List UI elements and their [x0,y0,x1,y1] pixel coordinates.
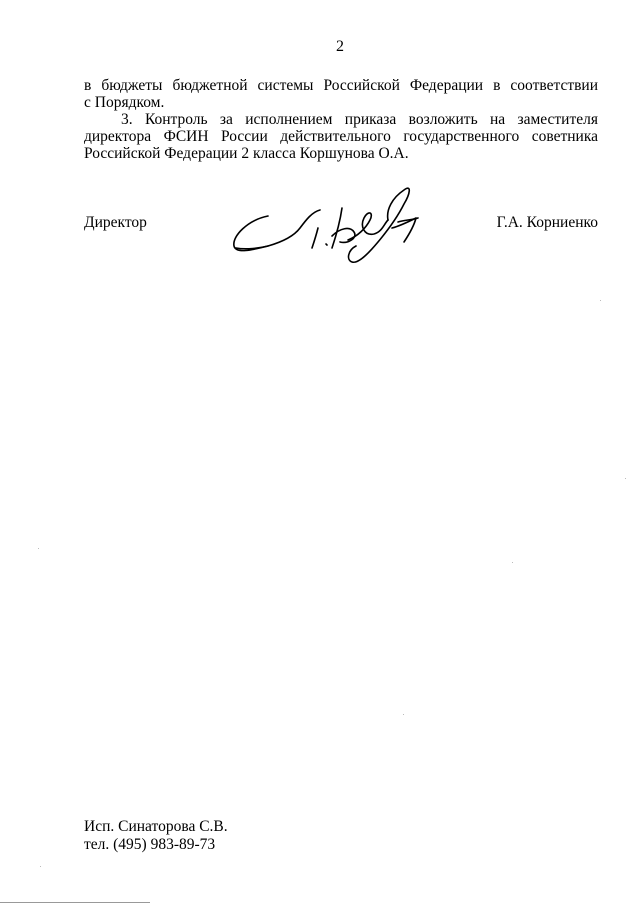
footer-rule [0,902,150,903]
paragraph-line: директора ФСИН России действительного государственного советника [84,128,598,145]
executor-phone: тел. (495) 983-89-73 [84,836,216,853]
paragraph-line: в бюджеты бюджетной системы Российской Федерации в соответствии [84,77,598,94]
scan-speck [600,300,601,301]
executor-info [84,818,228,854]
paragraph-budget [84,77,598,111]
signatory-name: Г.А. Корниенко [496,214,598,231]
scan-speck [403,714,404,715]
paragraph-line: 3. Контроль за исполнением приказа возложить на заместителя [121,111,598,128]
paragraph-line: Российской Федерации 2 класса Коршунова О.А. [84,145,409,162]
signature-block [84,206,598,276]
executor-name: Исп. Синаторова С.В. [84,818,228,835]
paragraph-line: с Порядком. [84,94,165,111]
handwritten-signature-icon [228,170,428,266]
scan-speck [625,478,626,479]
paragraph-control [84,111,598,162]
scan-speck [40,866,41,867]
scan-speck [38,548,39,549]
page-number: 2 [336,38,344,55]
signatory-title: Директор [84,214,147,231]
scan-speck [512,562,513,563]
